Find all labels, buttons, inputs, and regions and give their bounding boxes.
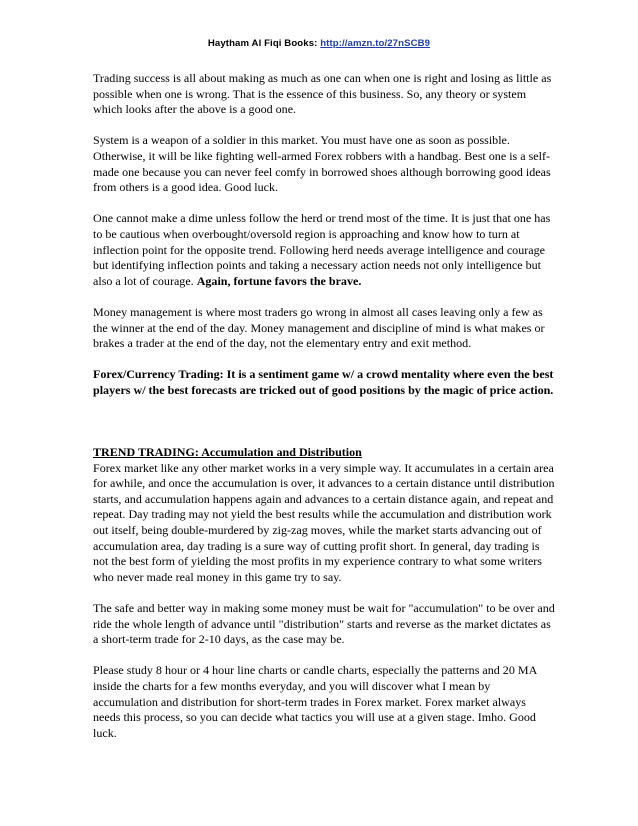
paragraph-safe-way: The safe and better way in making some money must be wait for "accumulation" to be over and ride the whole length of advance until "distribution" starts and reverse as the market dictates as a short-term trade for 2-10 days, as the case may be. [93, 601, 555, 647]
paragraph-accumulation-text: Forex market like any other market works in a very simple way. It accumulates in a certain area for awhile, and once the accumulation is over, it advances to a certain distance until distribution starts, and accumulation happens again and advances to a certain distance again, and repeat and repeat. Day trading may not yield the best results while the accumulation and distribution work out itself, being double-murdered by zig-zag moves, while the market starts advancing out of accumulation area, day trading is a sure way of cutting profit short. In general, day trading is not the best form of yielding the most profits in my experience contrary to what some writers who never made real money in this game try to say. [93, 460, 555, 584]
paragraph-money-management: Money management is where most traders go wrong in almost all cases leaving only a few as the winner at the end of the day. Money management and discipline of mind is what makes or brakes a trader at the end of the day, not the elementary entry and exit method. [93, 304, 545, 351]
paragraph-follow-trend-bold: Again, fortune favors the brave. [196, 273, 362, 288]
document-body [93, 71, 555, 757]
paragraph-trading-success: Trading success is all about making as much as one can when one is right and losing as little as possible when one is wrong. That is the essence of this business. So, any theory or system which looks after the above is a good one. [93, 71, 552, 117]
paragraph-trend-trading [93, 445, 555, 585]
header-label: Haytham Al Fiqi Books: [207, 38, 318, 49]
page-header [0, 38, 638, 49]
paragraph-follow-trend [93, 211, 555, 289]
books-link[interactable]: http://amzn.to/27nSCB9 [320, 38, 431, 49]
paragraph-system-weapon: System is a weapon of a soldier in this market. You must have one as soon as possible. Otherwise, it will be like fighting well-armed Forex robbers with a handbag. Best one is a self-made one because you can never feel comfy in borrowed shoes although borrowing good ideas from others is a good idea. Good luck. [93, 133, 551, 195]
paragraph-study-charts: Please study 8 hour or 4 hour line charts or candle charts, especially the patterns and 20 MA inside the charts for a few months everyday, and you will discover what I mean by accumulation and distribution for short-term trades in Forex market. Forex market always needs this process, so you can decide what tactics you will use at a given stage. Imho. Good luck. [93, 663, 537, 740]
paragraph-sentiment-game [93, 367, 555, 398]
section-spacer [93, 398, 555, 429]
paragraph-follow-trend-text: One cannot make a dime unless follow the herd or trend most of the time. It is just that one has to be cautious when overbought/oversold region is approaching and know how to turn at inflection point for the opposite trend. Following herd needs average intelligence and courage but identifying inflection points and taking a necessary action needs not only intelligence but also a lot of courage. [93, 211, 551, 288]
section-title: TREND TRADING: Accumulation and Distribution [93, 445, 362, 460]
paragraph-sentiment-game-bold: Forex/Currency Trading: It is a sentiment game w/ a crowd mentality where even the best players w/ the best forecasts are tricked out of good positions by the magic of price action. [93, 367, 554, 397]
section-spacer-2 [93, 429, 555, 445]
